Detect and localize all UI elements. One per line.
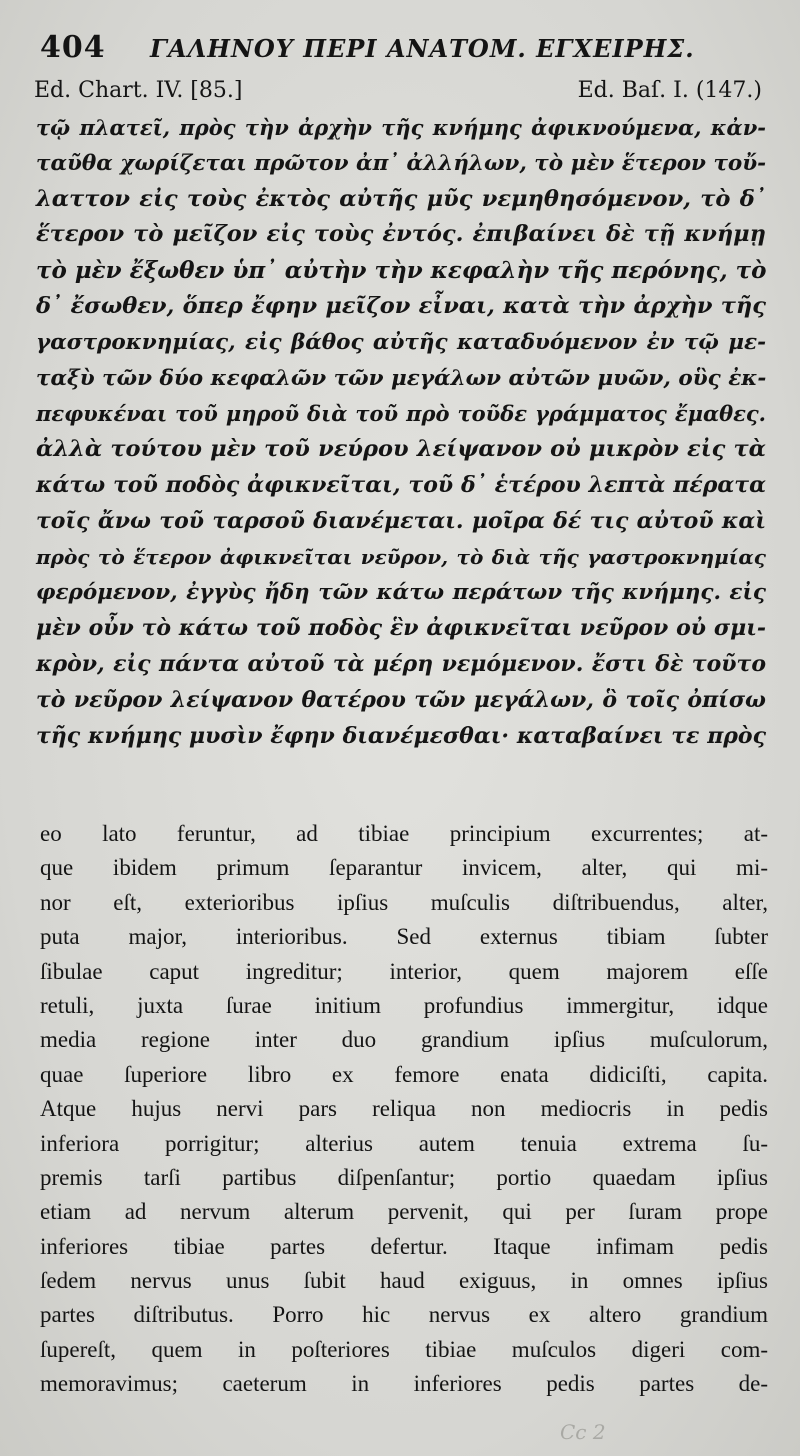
latin-text-line: nor eſt, exterioribus ipſius muſculis diſtribuendus, alter, [40, 889, 768, 915]
edition-reference-basel: Ed. Baſ. I. (147.) [577, 78, 762, 103]
latin-text-line: ſibulae caput ingreditur; interior, quem majorem eſſe [40, 958, 768, 984]
greek-text-line: κάτω τοῦ ποδὸς ἀφικνεῖται, τοῦ δ᾽ ἑτέρου λεπτὰ πέρατα [36, 471, 766, 498]
greek-text-block [36, 110, 766, 754]
greek-text-line: ταῦθα χωρίζεται πρῶτον ἀπ᾽ ἀλλήλων, τὸ μὲν ἕτερον τοὔ- [36, 150, 767, 176]
latin-text-line: que ibidem primum ſeparantur invicem, alter, qui mi- [40, 855, 768, 881]
greek-text-line: μὲν οὖν τὸ κάτω τοῦ ποδὸς ἓν ἀφικνεῖται νεῦρον οὐ σμι- [36, 615, 766, 642]
page-number: 404 [40, 30, 106, 65]
edition-reference-chartier: Ed. Chart. IV. [85.] [34, 78, 243, 103]
running-title: ΓΑΛΗΝΟΥ ΠΕΡΙ ΑΝΑΤΟΜ. ΕΓΧΕΙΡΗΣ. [150, 34, 695, 63]
latin-text-line: etiam ad nervum alterum pervenit, qui per ſuram prope [40, 1199, 768, 1225]
greek-text-line: δ᾽ ἔσωθεν, ὅπερ ἔφην μεῖζον εἶναι, κατὰ τὴν ἀρχὴν τῆς [36, 292, 766, 319]
greek-text-line: τὸ νεῦρον λείψανον θατέρου τῶν μεγάλων, ὃ τοῖς ὀπίσω [36, 686, 766, 713]
latin-text-line: partes diſtributus. Porro hic nervus ex altero grandium [40, 1302, 768, 1328]
latin-text-line: memoravimus; caeterum in inferiores pedis partes de- [40, 1371, 768, 1397]
greek-text-line: φερόμενον, ἐγγὺς ἤδη τῶν κάτω περάτων τῆς κνήμης. εἰς [36, 580, 766, 606]
latin-text-line: premis tarſi partibus diſpenſantur; portio quaedam ipſius [40, 1164, 768, 1190]
printer-signature-mark: Cc 2 [560, 1420, 606, 1444]
greek-text-line: γαστροκνημίας, εἰς βάθος αὐτῆς καταδυόμενον ἐν τῷ με- [36, 329, 766, 355]
greek-text-line: πρὸς τὸ ἕτερον ἀφικνεῖται νεῦρον, τὸ διὰ τῆς γαστροκνημίας [36, 544, 766, 569]
greek-text-line: τῆς κνήμης μυσὶν ἔφην διανέμεσθαι· καταβαίνει τε πρὸς [36, 722, 766, 749]
latin-text-block [40, 817, 768, 1402]
latin-text-line: inferiores tibiae partes defertur. Itaque infimam pedis [40, 1233, 768, 1259]
latin-text-line: ſupereſt, quem in poſteriores tibiae muſculos digeri com- [40, 1336, 768, 1362]
latin-text-line: eo lato feruntur, ad tibiae principium excurrentes; at- [40, 821, 768, 846]
greek-text-line: τοῖς ἄνω τοῦ ταρσοῦ διανέμεται. μοῖρα δέ τις αὐτοῦ καὶ [36, 507, 766, 534]
latin-text-line: retuli, juxta ſurae initium profundius immergitur, idque [40, 992, 768, 1018]
latin-text-line: puta major, interioribus. Sed externus tibiam ſubter [40, 924, 768, 950]
latin-text-line: quae ſuperiore libro ex femore enata didiciſti, capita. [40, 1061, 768, 1087]
greek-text-line: τὸ μὲν ἔξωθεν ὑπ᾽ αὐτὴν τὴν κεφαλὴν τῆς περόνης, τὸ [36, 257, 767, 285]
greek-text-line: τῷ πλατεῖ, πρὸς τὴν ἀρχὴν τῆς κνήμης ἀφικνούμενα, κἀν- [36, 115, 766, 140]
latin-text-line: media regione inter duo grandium ipſius muſculorum, [40, 1027, 768, 1053]
greek-text-line: πεφυκέναι τοῦ μηροῦ διὰ τοῦ πρὸ τοῦδε γράμματος ἔμαθες. [36, 401, 766, 427]
greek-text-line: ἕτερον τὸ μεῖζον εἰς τοὺς ἐντός. ἐπιβαίνει δὲ τῇ κνήμῃ [36, 221, 766, 248]
latin-text-line: inferiora porrigitur; alterius autem tenuia extrema ſu- [40, 1130, 768, 1156]
greek-text-line: ἀλλὰ τούτου μὲν τοῦ νεύρου λείψανον οὐ μικρὸν εἰς τὰ [36, 436, 766, 463]
greek-text-line: ταξὺ τῶν δύο κεφαλῶν τῶν μεγάλων αὐτῶν μυῶν, οὓς ἐκ- [36, 365, 767, 391]
latin-text-line: Atque hujus nervi pars reliqua non mediocris in pedis [40, 1096, 768, 1122]
greek-text-line: λαττον εἰς τοὺς ἐκτὸς αὐτῆς μῦς νεμηθησόμενον, τὸ δ᾽ [36, 185, 766, 212]
greek-text-line: κρὸν, εἰς πάντα αὐτοῦ τὰ μέρη νεμόμενον. ἔστι δὲ τοῦτο [36, 650, 766, 677]
latin-text-line: ſedem nervus unus ſubit haud exiguus, in omnes ipſius [40, 1268, 768, 1294]
page-header [40, 30, 770, 74]
